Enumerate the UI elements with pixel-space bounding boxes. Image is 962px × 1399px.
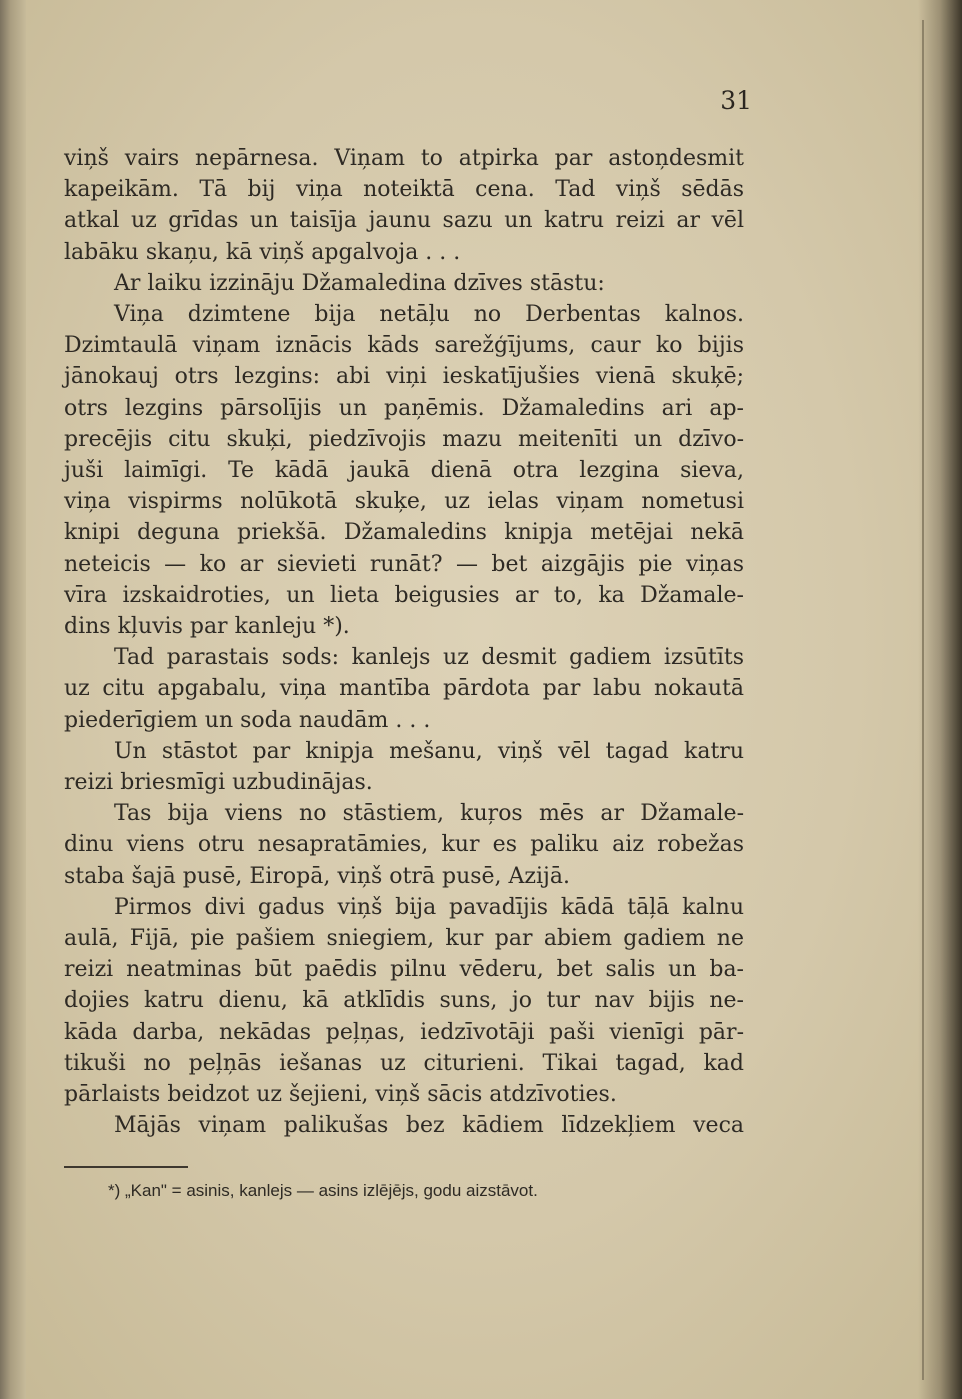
text-line: Tad parastais sods: kanlejs uz desmit gadiem izsūtīts bbox=[114, 645, 744, 671]
text-line: Tas bija viens no stāstiem, kuŗos mēs ar Džamale- bbox=[114, 801, 744, 827]
text-line: dins kļuvis par kanleju *). bbox=[64, 614, 350, 640]
text-line: aulā, Fijā, pie pašiem sniegiem, kur par abiem gadiem ne bbox=[64, 926, 744, 952]
page-fold-line bbox=[922, 20, 924, 1380]
text-line: vīra izskaidroties, un lieta beigusies ar to, ka Džamale- bbox=[64, 582, 744, 608]
text-line: tikuši no peļņās iešanas uz citurieni. Tikai tagad, kad bbox=[64, 1050, 744, 1076]
text-line: uz citu apgabalu, viņa mantība pārdota par labu nokautā bbox=[64, 676, 744, 702]
text-line: reizi briesmīgi uzbudinājas. bbox=[64, 770, 373, 796]
text-line: pārlaists beidzot uz šejieni, viņš sācis atdzīvoties. bbox=[64, 1082, 617, 1108]
text-line: labāku skaņu, kā viņš apgalvoja . . . bbox=[64, 239, 461, 265]
book-binding-edge bbox=[0, 0, 26, 1399]
text-line: staba šajā pusē, Eiropā, viņš otrā pusē, Azijā. bbox=[64, 863, 570, 889]
text-line: jānokauj otrs lezgins: abi viņi ieskatījušies vienā skuķē; bbox=[64, 364, 744, 390]
footnote: *) „Kan" = asinis, kanlejs — asins izlējējs, godu aizstāvot. bbox=[108, 1181, 538, 1200]
text-line: otrs lezgins pārsolījis un paņēmis. Džamaledins ari ap- bbox=[64, 395, 744, 421]
text-line: Pirmos divi gadus viņš bija pavadījis kādā tāļā kalnu bbox=[114, 894, 744, 920]
text-line: Dzimtaulā viņam iznācis kāds sarežģījums, caur ko bijis bbox=[64, 333, 744, 359]
text-line: kapeikām. Tā bij viņa noteiktā cena. Tad viņš sēdās bbox=[64, 177, 744, 203]
body-text bbox=[64, 143, 744, 1142]
text-line: neteicis — ko ar sievieti runāt? — bet aizgājis pie viņas bbox=[64, 551, 744, 577]
text-line: reizi neatminas būt paēdis pilnu vēderu, bet salis un ba- bbox=[64, 957, 744, 983]
text-line: Ar laiku izzināju Džamaledina dzīves stāstu: bbox=[114, 270, 605, 296]
text-line: knipi deguna priekšā. Džamaledins knipja metējai nekā bbox=[64, 520, 744, 546]
page-right-edge bbox=[918, 0, 962, 1399]
text-line: Mājās viņam palikušas bez kādiem līdzekļiem veca bbox=[114, 1113, 744, 1139]
text-line: piederīgiem un soda naudām . . . bbox=[64, 707, 431, 733]
text-line: precējis citu skuķi, piedzīvojis mazu meitenīti un dzīvo- bbox=[64, 426, 744, 452]
text-line: juši laimīgi. Te kādā jaukā dienā otra lezgina sieva, bbox=[64, 458, 744, 484]
text-line: viņa vispirms nolūkotā skuķe, uz ielas viņam nometusi bbox=[64, 489, 744, 515]
text-line: dinu viens otru nesapratāmies, kur es paliku aiz robežas bbox=[64, 832, 744, 858]
text-line: viņš vairs nepārnesa. Viņam to atpirka par astoņdesmit bbox=[64, 146, 744, 171]
text-line: kāda darba, nekādas peļņas, iedzīvotāji paši vienīgi pār- bbox=[64, 1019, 744, 1045]
text-line: Viņa dzimtene bija netāļu no Derbentas kalnos. bbox=[114, 302, 744, 328]
text-line: atkal uz grīdas un taisīja jaunu sazu un katru reizi ar vēl bbox=[64, 208, 744, 234]
page-number: 31 bbox=[720, 86, 752, 115]
text-line: dojies katru dienu, kā atklīdis suns, jo tur nav bijis ne- bbox=[64, 988, 744, 1014]
text-line: Un stāstot par knipja mešanu, viņš vēl tagad katru bbox=[114, 738, 744, 764]
footnote-rule bbox=[64, 1166, 188, 1168]
